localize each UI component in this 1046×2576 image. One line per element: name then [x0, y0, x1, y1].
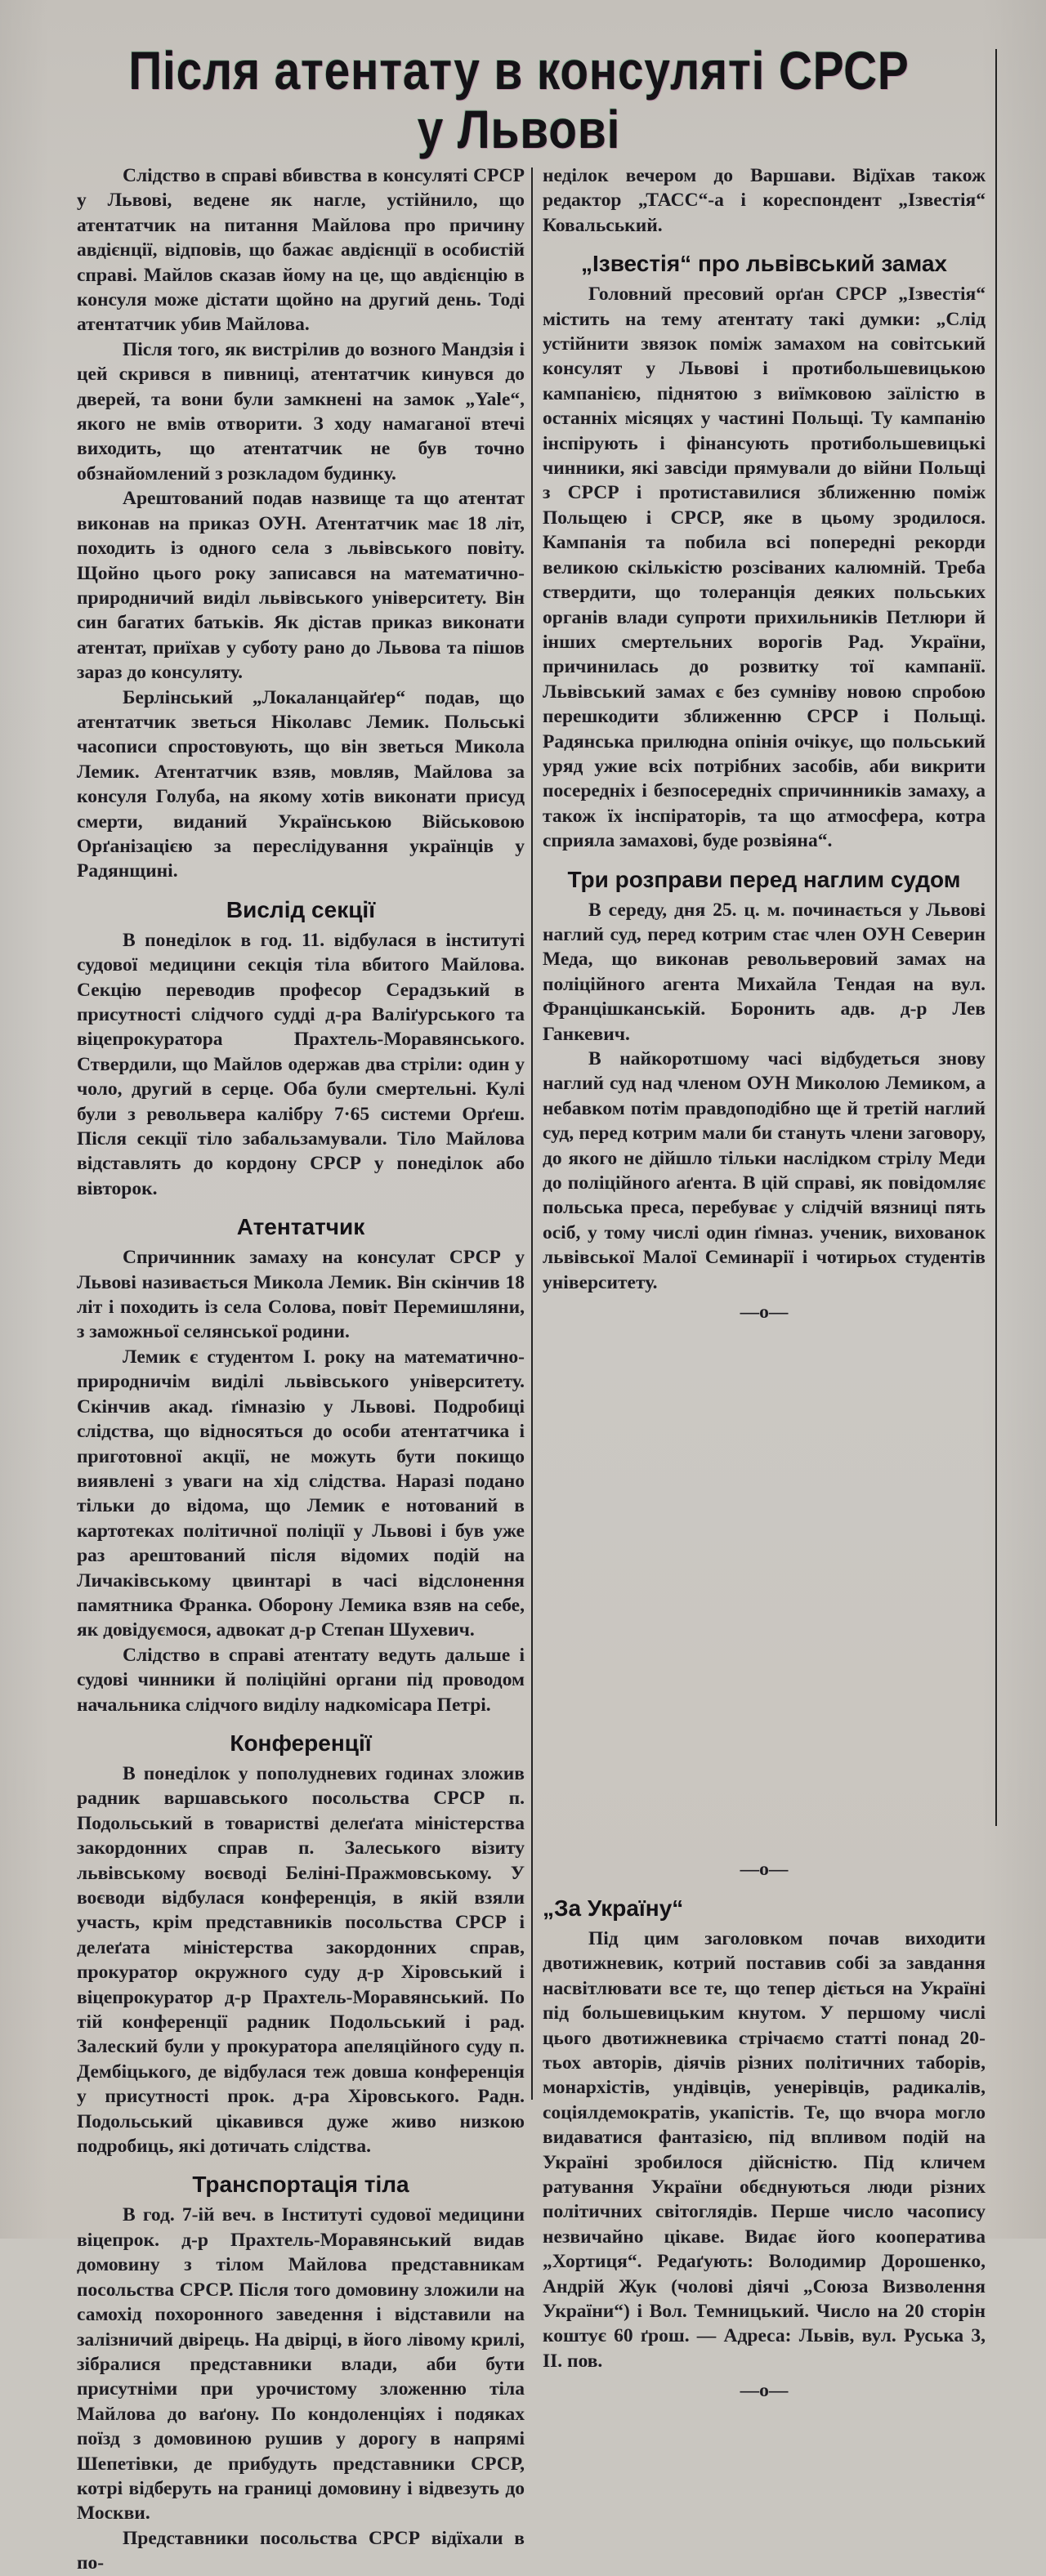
paragraph: Після того, як вистрілив до возного Мандзія і цей скрився в пивниці, атентатчик кинувся до дверей, та вони були замкнені на замок „Yale“, якого не вмів отворити. З ходу намаганої втечі виходить, що атентатчик не був точно обзнайомлений з розкладом будинку. [77, 338, 525, 484]
headline-line-2: у Львові [417, 99, 621, 159]
section-heading-three-trials: Три розправи перед наглим судом [567, 866, 961, 892]
paragraph: Під цим заголовком почав виходити двотижневик, котрий поставив собі за завдання насвітлювати все те, що тепер діється на Україні під большевицьким кнутом. У першому числі цього двотижневика стрічаємо статті понад 20-тьох авторів, діячів різних політичних таборів, монархістів, ундівців, уенерівців, радикалів, соціялдемократів, укапістів. Те, що вчора могло видаватися фантазією, під впливом подій на Україні зробилося дійсністю. Під кличем ратування України обєднуються люди різних політичних світоглядів. Перше число часопису незвичайно цікаве. Видає його кооператива „Хортиця“. Редаґують: Володимир Дорошенко, Андрій Жук (чолові діячі „Союза Визволення України“) і Вол. Темницький. Число на 20 сторін коштує 60 ґрош. — Адреса: Львів, вул. Руська 3, II. пов. [543, 1927, 986, 2372]
separator: —о— [740, 1301, 789, 1324]
section-heading-izvestia: „Ізвестія“ про львівський замах [581, 251, 947, 277]
right-column [543, 163, 986, 2409]
section-heading-autopsy: Вислід секції [226, 896, 376, 922]
paragraph: Слідство в справі вбивства в консуляті СРСР у Львові, ведене як нагле, устійнило, що атентатчик на питання Майлова про причину авдієнції, відповів, що бажає авдієнції в особистій справі. Майлов сказав йому на це, що авдієнцію в консуля може дістати щойно на другий день. Тоді атентатчик убив Майлова. [77, 165, 525, 336]
paragraph-continuation: неділок вечером до Варшави. Відїхав також редактор „ТАСС“-а і кореспондент „Ізвестія“ Ковальський. [543, 165, 986, 236]
paragraph: Арештований подав назвище та що атентат виконав на приказ ОУН. Атентатчик має 18 літ, походить із одного села з львівського повіту. Щойно цього року записався на математично-природничий виділ львівського університету. Він син багатих батьків. Як дістав приказ виконати атентат, приїхав у суботу рано до Львова та пішов зараз до консуляту. [77, 488, 525, 684]
section-heading-za-ukrainu: „За Україну“ [543, 1895, 684, 1921]
paragraph: Берлінський „Локаланцайґер“ подав, що атентатчик зветься Ніколавс Лемик. Польські часописи спростовують, що він зветься Микола Лемик. Атентатчик взяв, мовляв, Майлова за консуля Голуба, на якому хотів виконати присуд смерти, виданий Українською Військовою Орґанізацією за переслідування українців у Радянщині. [77, 686, 525, 882]
paragraph: В понеділок в год. 11. відбулася в інституті судової медицини секція тіла вбитого Майлова. Секцію переводив професор Серадзький в присутності слідчого судді д-ра Валіґурського та віцепрокуратора Прахтель-Моравянського. Ствердили, що Майлов одержав два стріли: один у чоло, другий в серце. Оба були смертельні. Кулі були з револьвера калібру 7·65 системи Орґеш. Після секції тіло забальзамували. Тіло Майлова відставлять до кордону СРСР у понеділок або вівторок. [77, 929, 525, 1199]
paragraph: В год. 7-ій веч. в Інституті судової медицини віцепрок. д-р Прахтель-Моравянський видав домовину з тілом Майлова представникам посольства СРСР. Після того домовину зложили на самохід похоронного заведення і відставили на залізничий двірець. На двірці, в його лівому крилі, зібралися представники влади, аби бути присутніми при урочистому зложенню тіла Майлова до ваґону. По кондоленціях і подяках поїзд з домовиною рушив у дорогу в напрямі Шепетівки, де прибудуть представники СРСР, котрі відберуть на границі домовину і відвезуть до Москви. [77, 2204, 525, 2525]
paragraph: Представники посольства СРСР відїхали в по- [77, 2527, 525, 2574]
page-headline [115, 41, 923, 158]
paragraph: В понеділок у пополудневих годинах зложив радник варшавського посольства СРСР п. Подольський в товаристві делеґата міністерства закордонних справ п. Залеського візиту львівському воєводі Беліні-Пражмовському. У воєводи відбулася конференція, в якій взяли участь, крім представників посольства СРСР і делеґата міністерства закордонних справ, прокуратор окружного суду д-р Хіровський і віцепрокуратор д-р Прахтель-Моравянський. По тій конференції радник Подольський і рад. Залеский були у прокуратора апеляційного суду п. Дембіцького, де відбулася теж довша конференція у присутності прок. д-ра Хіровського. Радн. Подольський цікавився дуже живо низкою подробиць, які дотичать слідства. [77, 1762, 525, 2158]
section-heading-conferences: Конференції [230, 1730, 372, 1756]
paragraph: В середу, дня 25. ц. м. починається у Львові наглий суд, перед котрим стає член ОУН Северин Меда, що виконав револьверовий замах на поліційного агента Михайла Тендая на вул. Францішканській. Боронить адв. д-р Лев Ганкевич. [543, 899, 986, 1045]
headline-line-1: Після атентату в консуляті СРСР [128, 40, 910, 100]
page-edge-rule [995, 49, 997, 1826]
paragraph: Спричинник замаху на консулат СРСР у Львові називається Микола Лемик. Він скінчив 18 літ і походить із села Солова, повіт Перемишляни, з заможньої селянської родини. [77, 1247, 525, 1343]
left-column [77, 163, 525, 2576]
section-heading-body-transport: Транспортація тіла [192, 2172, 409, 2198]
paragraph: В найкоротшому часі відбудеться знову наглий суд над членом ОУН Миколою Лемиком, а небавком потім правдоподібно ще й третій наглий суд, перед котрим мали би стануть члени заговору, до якого не дійшло тільки наслідком стрілу Меди до поліційного аґента. В цій справі, як повідомляє польська преса, перебуває у слідчій вязниці пять осіб, у тому числі один ґімназ. ученик, вихованок львівської Малої Семинарії і чотирьох студентів університету. [543, 1048, 986, 1293]
section-heading-assassin: Атентатчик [236, 1214, 365, 1240]
separator: —о— [740, 2380, 789, 2402]
paragraph: Лемик є студентом I. року на математично-природничім виділі львівського університету. Скінчив акад. ґімназію у Львові. Подробиці слідства, що відносяться до особи атентатчика і приготовної акції, не можуть бути покищо виявлені з уваги на хід слідства. Наразі подано тільки до відома, що Лемик е нотований в картотеках політичної поліції у Львові і був уже раз арештований після відомих подій на Личаківському цвинтарі в часі відслонення памятника Франка. Оборону Лемика взяв на себе, як довідуємося, адвокат д-р Степан Шухевич. [77, 1346, 525, 1641]
blank-space [543, 1329, 986, 1852]
column-divider [531, 167, 533, 2100]
paragraph: Головний пресовий орґан СРСР „Ізвестія“ містить на тему атентату такі думки: „Слід устійнити звязок поміж замахом на совітський консулят у Львові і протибольшевицькою кампанією, піднятою з виїмковою заїлістю в останніх місяцях у частині Польщі. Ту кампанію інспірують і фінансують протибольшевицькі чинники, які завсіди прямували до війни Польщі з СРСР і протиставилися зближенню поміж Польщею і СРСР, яке в цьому зродилося. Кампанія та побила всі попередні рекорди великою скількістю розсіваних калюмній. Треба ствердити, що толеранція деяких польських органів влади супроти прихильників Петлюри й інших смертельних ворогів Рад. України, причинилась до розвитку тої кампанії. Львівський замах є без сумніву новою спробою перешкодити зближенню СРСР і Польщі. Радянська прилюдна опінія очікує, що польський уряд ужие всіх потрібних засобів, аби викрити посередніх і безпосередніх спричинників замаху, а також їх інспіраторів, та що атмосфера, котра сприяла замахові, буде розвіяна“. [543, 283, 986, 852]
paragraph: Слідство в справі атентату ведуть дальше і судові чинники й поліційні органи під проводом начальника слідчого виділу надкомісара Петрі. [77, 1644, 525, 1716]
separator: —о— [740, 1859, 789, 1881]
